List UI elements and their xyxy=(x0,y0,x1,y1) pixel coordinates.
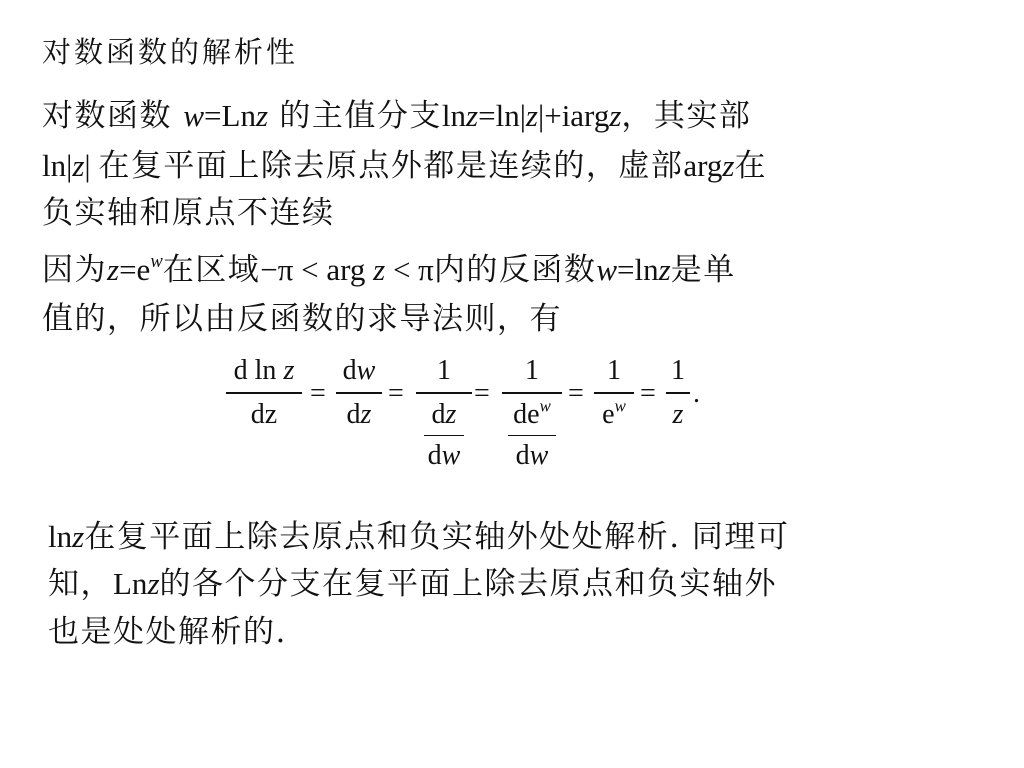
fraction-1-over-z xyxy=(666,354,690,432)
fraction-1-over-ew xyxy=(594,354,634,432)
para3-line2 xyxy=(48,564,777,604)
equals-sign: = xyxy=(568,378,584,409)
math-var: z xyxy=(466,98,479,133)
math-text: =e xyxy=(119,252,151,287)
math-text: ln xyxy=(48,519,73,554)
math-text: =ln| xyxy=(478,98,526,133)
text: 内的反函数 xyxy=(433,252,597,288)
period: . xyxy=(693,378,700,409)
math-sup: w xyxy=(150,250,163,272)
math-sup: w xyxy=(614,395,626,415)
math-var: w xyxy=(356,355,376,386)
text: ，其实部 xyxy=(621,98,752,134)
derivative-equation xyxy=(226,352,726,492)
fraction-bar xyxy=(416,392,472,394)
math-text: ln| xyxy=(42,148,73,183)
math-var: z xyxy=(72,519,85,554)
text: 因为 xyxy=(42,252,107,288)
math-var: z xyxy=(609,98,622,133)
math-var: z xyxy=(658,252,671,287)
fraction-bar xyxy=(226,392,302,394)
math-var: z xyxy=(72,148,85,183)
math-var: w xyxy=(183,98,205,133)
text: 在复平面上除去原点和负实轴外处处解析. 同理可 xyxy=(84,519,790,555)
text: 是单 xyxy=(670,252,736,288)
math-text: Ln xyxy=(113,566,148,601)
math-var: z xyxy=(360,398,372,430)
fraction-bar xyxy=(594,392,634,394)
para3-line1 xyxy=(48,517,789,557)
math-text: e xyxy=(602,398,615,430)
equals-sign: = xyxy=(310,378,326,409)
para2-line1 xyxy=(42,250,736,290)
para2-line2: 值的，所以由反函数的求导法则，有 xyxy=(42,301,562,337)
equals-sign: = xyxy=(640,378,656,409)
math-text: ln xyxy=(441,98,467,133)
math-var: z xyxy=(255,98,269,133)
text: 在复平面上除去原点外都是连续的，虚部 xyxy=(98,148,684,184)
equals-sign: = xyxy=(388,378,404,409)
math-text: d xyxy=(427,439,442,471)
sub-fraction-bar xyxy=(508,435,556,436)
para1-line3: 负实轴和原点不连续 xyxy=(42,195,335,231)
math-var: z xyxy=(525,98,538,133)
math-var: w xyxy=(529,439,549,471)
text: 在区域 xyxy=(162,252,261,288)
math-var: z xyxy=(283,355,295,386)
math-text: d xyxy=(342,355,357,386)
math-text: =ln xyxy=(617,252,659,287)
para1-line1 xyxy=(42,96,751,136)
text: 在 xyxy=(734,148,767,184)
numerator: 1 xyxy=(525,355,539,386)
numerator: 1 xyxy=(671,355,685,386)
fraction-bar xyxy=(666,392,690,394)
numerator: 1 xyxy=(437,355,451,386)
math-text: de xyxy=(513,398,540,430)
fraction-bar xyxy=(502,392,562,394)
numerator: d ln xyxy=(233,355,284,386)
math-text: −π < arg xyxy=(260,252,374,287)
equals-sign: = xyxy=(474,378,490,409)
math-text: =Ln xyxy=(204,98,256,133)
numerator: 1 xyxy=(607,355,621,386)
denominator: dz xyxy=(250,398,278,430)
math-text: < π xyxy=(385,252,434,287)
math-var: z xyxy=(373,252,386,287)
text: 的各个分支在复平面上除去原点和负实轴外 xyxy=(159,566,778,602)
text: 的主值分支 xyxy=(268,98,442,134)
math-var: z xyxy=(722,148,735,183)
math-var: z xyxy=(445,398,457,430)
denominator: z xyxy=(672,398,684,430)
math-text: d xyxy=(346,398,361,430)
math-text: arg xyxy=(683,148,723,183)
math-var: w xyxy=(596,252,618,287)
math-text: d xyxy=(431,398,446,430)
para3-line3: 也是处处解析的. xyxy=(48,614,287,650)
fraction-1-over-dz-dw xyxy=(416,354,472,473)
para1-line2 xyxy=(42,146,767,186)
fraction-dw-dz xyxy=(336,354,382,432)
fraction-bar xyxy=(336,392,382,394)
text: 对数函数 xyxy=(42,98,184,134)
math-text: | xyxy=(84,148,99,183)
fraction-dlnz-dz xyxy=(226,354,302,432)
sub-fraction-bar xyxy=(424,435,464,436)
math-var: z xyxy=(107,252,120,287)
fraction-1-over-dew-dw xyxy=(502,354,562,473)
math-text: d xyxy=(515,439,530,471)
page-title: 对数函数的解析性 xyxy=(42,35,299,69)
text: 知， xyxy=(48,566,113,602)
math-text: |+iarg xyxy=(538,98,610,133)
math-sup: w xyxy=(539,395,551,415)
math-var: w xyxy=(441,439,461,471)
math-var: z xyxy=(147,566,160,601)
